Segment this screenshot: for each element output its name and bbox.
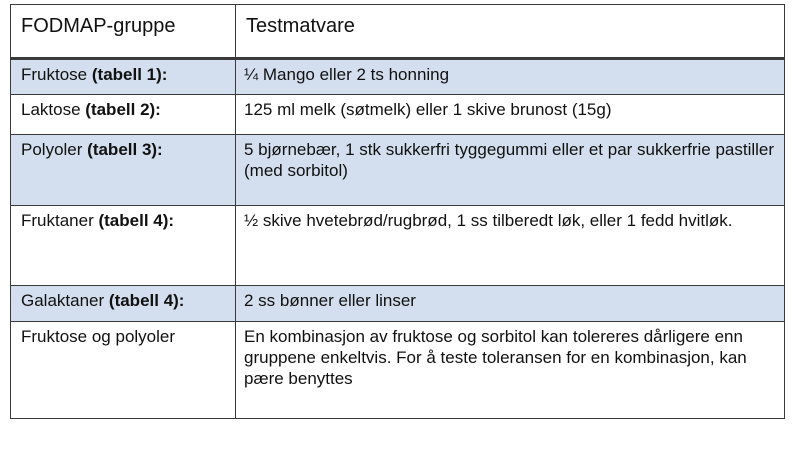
group-cell <box>11 135 236 206</box>
table-reference: (tabell 1): <box>91 65 168 84</box>
test-food-cell: 2 ss bønner eller linser <box>236 286 785 322</box>
group-cell <box>11 95 236 135</box>
group-name: Fruktose og polyoler <box>21 327 176 346</box>
group-name: Galaktaner <box>21 291 105 310</box>
group-cell <box>11 59 236 95</box>
group-name: Fruktaner <box>21 211 94 230</box>
group-cell <box>11 286 236 322</box>
table-header <box>11 5 785 59</box>
table-row-fructose <box>11 59 785 95</box>
table-row-lactose <box>11 95 785 135</box>
table-row-fructans <box>11 206 785 286</box>
table-reference: (tabell 3): <box>87 140 163 159</box>
table-reference: (tabell 4): <box>98 211 175 230</box>
header-fodmap-group: FODMAP-gruppe <box>11 5 236 59</box>
group-name: Polyoler <box>21 140 83 159</box>
fodmap-test-table <box>10 4 785 419</box>
table-reference: (tabell 4): <box>108 291 185 310</box>
group-name: Fruktose <box>21 65 88 84</box>
table-row-galactans <box>11 286 785 322</box>
table-row-fructose-and-polyols <box>11 322 785 419</box>
test-food-cell: 5 bjørnebær, 1 stk sukkerfri tyggegummi eller et par sukkerfrie pastiller (med sorbitol) <box>236 135 785 206</box>
test-food-cell: 125 ml melk (søtmelk) eller 1 skive brunost (15g) <box>236 95 785 135</box>
group-cell <box>11 206 236 286</box>
group-name: Laktose <box>21 100 81 119</box>
header-test-food: Testmatvare <box>236 5 785 59</box>
table-reference: (tabell 2): <box>85 100 161 119</box>
table-row-polyols <box>11 135 785 206</box>
header-row <box>11 5 785 59</box>
test-food-cell: En kombinasjon av fruktose og sorbitol kan tolereres dårligere enn gruppene enkeltvis. For å teste toleransen for en kombinasjon, kan pære benyttes <box>236 322 785 419</box>
test-food-cell: ¼ Mango eller 2 ts honning <box>236 59 785 95</box>
table-body <box>11 59 785 419</box>
group-cell <box>11 322 236 419</box>
test-food-cell: ½ skive hvetebrød/rugbrød, 1 ss tilberedt løk, eller 1 fedd hvitløk. <box>236 206 785 286</box>
